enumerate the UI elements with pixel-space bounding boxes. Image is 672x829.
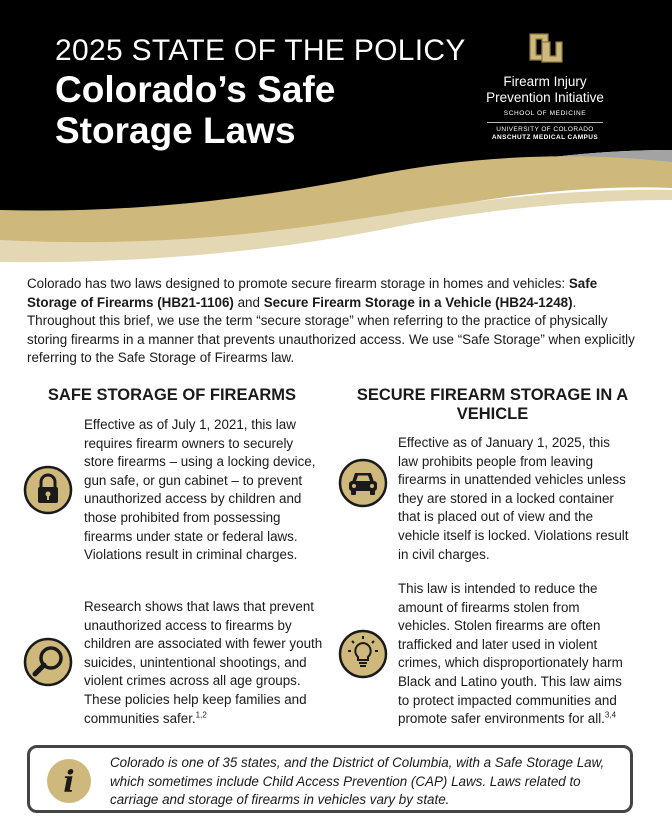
magnifying-glass-icon	[23, 637, 73, 687]
logo-org: Firearm Injury Prevention Initiative	[486, 74, 604, 105]
law-name-hb21-1106: Safe Storage of Firearms (HB21-1106)	[27, 276, 598, 310]
citation-1-2: 1,2	[195, 710, 207, 720]
page-title: Colorado’s Safe Storage Laws	[55, 69, 336, 151]
cu-monogram-icon	[524, 30, 566, 68]
info-callout	[27, 745, 633, 813]
vehicle-purpose-text: This law is intended to reduce the amount of firearms stolen from vehicles. Stolen firearms are often trafficked and later used in violent crimes, which disproportionately harm Black and Latino youth. This law aims to protect impacted communities and promote safer environments for all.	[398, 581, 623, 727]
logo-school: SCHOOL OF MEDICINE	[503, 110, 587, 117]
vehicle-law-description: Effective as of January 1, 2025, this law prohibits people from leaving firearms in unattended vehicles unless they are stored in a locked container that is placed out of view and the vehicle itself is locked. Violations result in civil charges.	[398, 435, 629, 562]
info-icon-letter: i	[63, 765, 75, 800]
law-name-hb24-1248: Secure Firearm Storage in a Vehicle (HB24-1248)	[263, 294, 573, 310]
vehicle-law-purpose	[398, 580, 633, 729]
header-banner	[0, 0, 672, 270]
logo-university: UNIVERSITY OF COLORADO	[496, 126, 594, 133]
heading-vehicle-storage: SECURE FIREARM STORAGE IN A VEHICLE	[356, 386, 629, 423]
intro-text-3: . Throughout this brief, we use the term “secure storage” when referring to the practice of physically storing firearms in a manner that prevents unauthorized access. We use “Safe Storage” when explicitly referring to the Safe Storage of Firearms law.	[27, 294, 635, 366]
logo-divider	[487, 122, 603, 123]
research-text: Research shows that laws that prevent unauthorized access to firearms by children are associated with fewer youth suicides, unintentional shootings, and violent crimes across all age groups. These policies help keep families and communities safer.	[84, 599, 323, 726]
citation-3-4: 3,4	[604, 710, 617, 720]
intro-text-1: Colorado has two laws designed to promote secure firearm storage in homes and vehicles:	[27, 276, 569, 291]
lock-icon	[23, 465, 73, 515]
cu-logo	[470, 30, 620, 142]
info-icon	[45, 757, 93, 805]
report-subtitle: 2025 STATE OF THE POLICY	[55, 34, 466, 67]
safe-storage-description: Effective as of July 1, 2021, this law requires firearm owners to securely store firearms – using a locking device, gun safe, or gun cabinet – to prevent unauthorized access by children and those prohibited from possessing firearms under state or federal laws. Violations result in criminal charges.	[84, 417, 316, 563]
heading-safe-storage: SAFE STORAGE OF FIREARMS	[47, 386, 297, 404]
logo-campus: ANSCHUTZ MEDICAL CAMPUS	[491, 134, 599, 141]
research-paragraph	[84, 598, 324, 728]
intro-paragraph	[27, 275, 637, 368]
car-icon	[338, 458, 388, 508]
callout-text: Colorado is one of 35 states, and the District of Columbia, with a Safe Storage Law, which sometimes include Child Access Prevention (CAP) Laws. Laws related to carriage and storage of firearms in vehicles vary by state.	[110, 755, 605, 808]
lightbulb-icon	[338, 629, 388, 679]
intro-text-2: and	[233, 294, 264, 310]
